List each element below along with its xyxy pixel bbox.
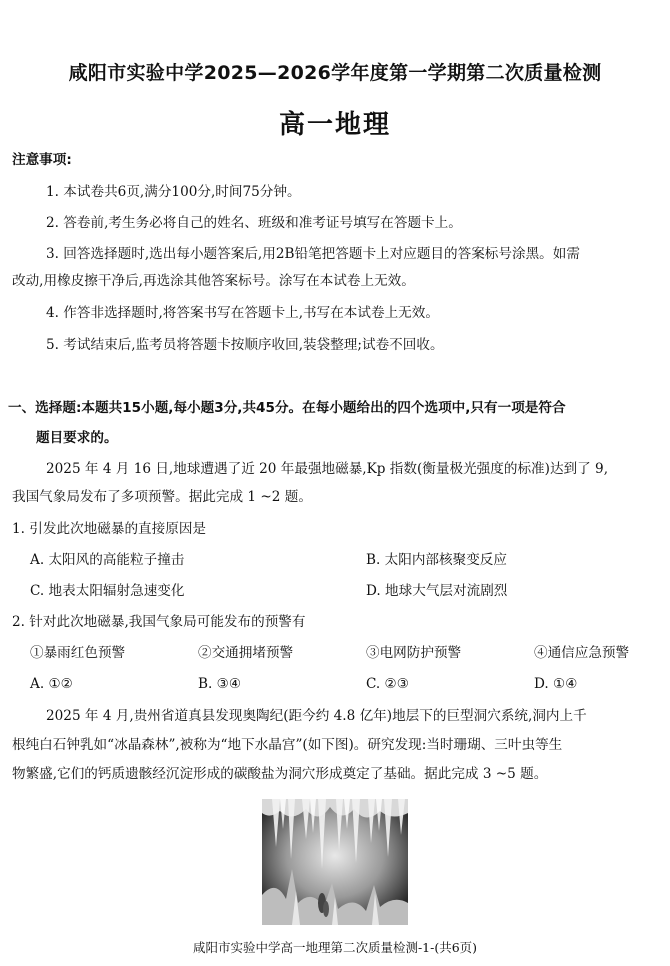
q2-option-a: A. ①② <box>30 676 73 692</box>
q2-option-c: C. ②③ <box>366 676 409 692</box>
passage1-line-1: 2025 年 4 月 16 日,地球遭遇了近 20 年最强地磁暴,Kp 指数(衡量极光强度的标准)达到了 9, <box>46 461 609 477</box>
q1-option-b: B. 太阳内部核聚变反应 <box>366 552 507 568</box>
exam-title: 咸阳市实验中学2025—2026学年度第一学期第二次质量检测 <box>68 62 602 84</box>
q1-option-c: C. 地表太阳辐射急速变化 <box>30 583 185 599</box>
notice-item-4: 4. 作答非选择题时,将答案书写在答题卡上,书写在本试卷上无效。 <box>46 305 439 321</box>
page-footer: 咸阳市实验中学高一地理第二次质量检测-1-(共6页) <box>192 940 478 955</box>
q2-option-b: B. ③④ <box>198 676 242 692</box>
q2-option-d: D. ①④ <box>534 676 578 692</box>
q1-option-d: D. 地球大气层对流剧烈 <box>366 583 508 599</box>
passage2-line-1: 2025 年 4 月,贵州省道真县发现奥陶纪(距今约 4.8 亿年)地层下的巨型洞穴系统,洞内上千 <box>46 708 587 724</box>
q2-statement-1: ①暴雨红色预警 <box>30 645 126 661</box>
passage1-line-2: 我国气象局发布了多项预警。据此完成 1 ~2 题。 <box>12 489 312 505</box>
notice-item-1: 1. 本试卷共6页,满分100分,时间75分钟。 <box>46 184 301 200</box>
notice-item-3-cont: 改动,用橡皮擦干净后,再选涂其他答案标号。涂写在本试卷上无效。 <box>12 273 415 289</box>
passage2-line-3: 物繁盛,它们的钙质遗骸经沉淀形成的碳酸盐为洞穴形成奠定了基础。据此完成 3 ~5 题。 <box>12 766 548 782</box>
q1-option-a: A. 太阳风的高能粒子撞击 <box>30 552 185 568</box>
exam-subject: 高一地理 <box>278 110 391 140</box>
section1-heading-cont: 题目要求的。 <box>36 430 118 446</box>
q2-statement-2: ②交通拥堵预警 <box>198 645 294 661</box>
q2-statement-3: ③电网防护预警 <box>366 645 462 661</box>
q2-stem: 2. 针对此次地磁暴,我国气象局可能发布的预警有 <box>12 614 306 630</box>
q2-statement-4: ④通信应急预警 <box>534 645 630 661</box>
q1-stem: 1. 引发此次地磁暴的直接原因是 <box>12 521 207 537</box>
notice-item-3: 3. 回答选择题时,选出每小题答案后,用2B铅笔把答题卡上对应题目的答案标号涂黑。如需 <box>46 246 580 262</box>
cave-stalactite-photo <box>262 799 408 925</box>
notice-item-5: 5. 考试结束后,监考员将答题卡按顺序收回,装袋整理;试卷不回收。 <box>46 337 444 353</box>
notice-item-2: 2. 答卷前,考生务必将自己的姓名、班级和准考证号填写在答题卡上。 <box>46 215 462 231</box>
passage2-line-2: 根纯白石钟乳如“冰晶森林”,被称为“地下水晶宫”(如下图)。研究发现:当时珊瑚、三叶虫等生 <box>12 737 563 753</box>
notice-heading: 注意事项: <box>12 152 72 168</box>
section1-heading: 一、选择题:本题共15小题,每小题3分,共45分。在每小题给出的四个选项中,只有一项是符合 <box>8 400 566 416</box>
